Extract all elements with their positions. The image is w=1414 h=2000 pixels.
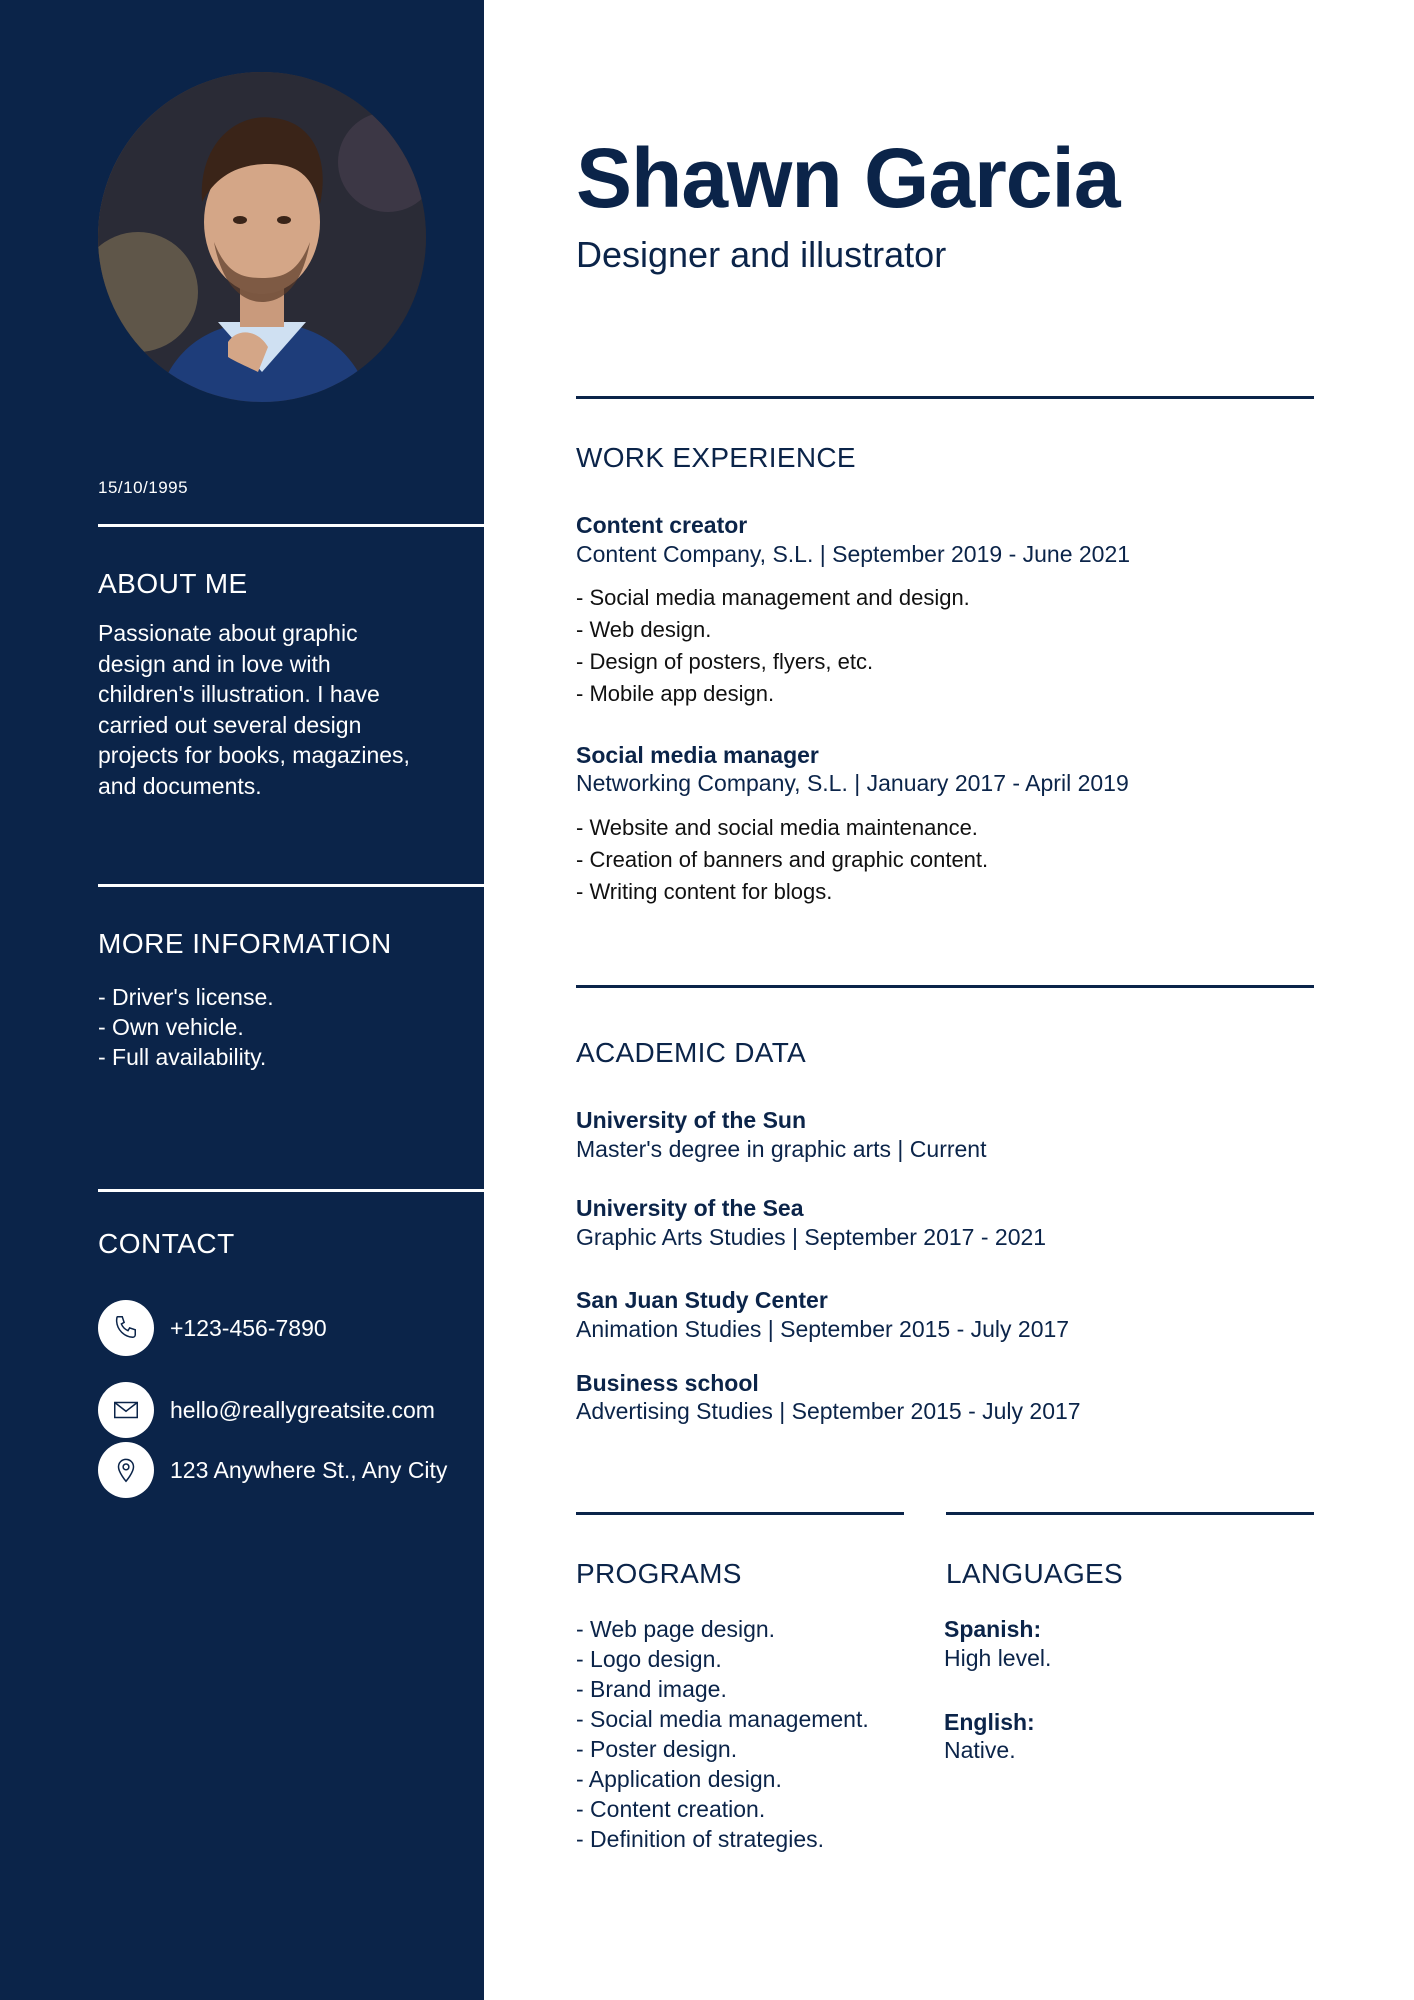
contact-address[interactable] <box>98 1442 447 1498</box>
programs-list <box>576 1614 869 1854</box>
phone-number: +123-456-7890 <box>170 1314 327 1341</box>
job-bullets <box>576 812 988 908</box>
more-info-list <box>98 982 274 1072</box>
list-item: - Creation of banners and graphic content. <box>576 847 989 872</box>
language-level: High level. <box>944 1645 1052 1671</box>
school-name: Business school <box>576 1370 759 1396</box>
contact-phone[interactable] <box>98 1300 327 1356</box>
phone-icon <box>98 1300 154 1356</box>
profile-photo <box>98 72 426 402</box>
map-pin-icon <box>98 1442 154 1498</box>
language-level: Native. <box>944 1737 1016 1763</box>
divider <box>946 1512 1314 1515</box>
degree-info: Graphic Arts Studies | September 2017 - 2021 <box>576 1224 1047 1250</box>
degree-info: Master's degree in graphic arts | Current <box>576 1136 987 1162</box>
list-item: - Own vehicle. <box>98 1014 244 1040</box>
language-name: Spanish: <box>944 1616 1042 1642</box>
list-item: - Content creation. <box>576 1796 766 1822</box>
job-title: Content creator <box>576 512 748 538</box>
contact-email[interactable] <box>98 1382 435 1438</box>
sidebar <box>0 0 484 2000</box>
list-item: - Social media management and design. <box>576 585 970 610</box>
divider <box>98 884 484 887</box>
job-title: Social media manager <box>576 742 819 768</box>
list-item: - Design of posters, flyers, etc. <box>576 649 874 674</box>
person-role: Designer and illustrator <box>576 234 947 275</box>
envelope-icon <box>98 1382 154 1438</box>
list-item: - Logo design. <box>576 1646 722 1672</box>
divider <box>98 524 484 527</box>
work-heading: WORK EXPERIENCE <box>576 442 856 473</box>
divider <box>576 985 1314 988</box>
about-heading: ABOUT ME <box>98 568 248 599</box>
contact-heading: CONTACT <box>98 1228 235 1259</box>
list-item: - Website and social media maintenance. <box>576 815 978 840</box>
list-item: - Poster design. <box>576 1736 738 1762</box>
list-item: - Writing content for blogs. <box>576 879 833 904</box>
email-address: hello@reallygreatsite.com <box>170 1396 435 1423</box>
divider <box>576 396 1314 399</box>
date-of-birth: 15/10/1995 <box>98 478 189 497</box>
job-bullets <box>576 582 970 710</box>
list-item: - Full availability. <box>98 1044 267 1070</box>
person-name: Shawn Garcia <box>576 131 1120 225</box>
academic-heading: ACADEMIC DATA <box>576 1037 806 1068</box>
divider <box>98 1189 484 1192</box>
school-name: San Juan Study Center <box>576 1287 828 1313</box>
school-name: University of the Sun <box>576 1107 807 1133</box>
list-item: - Web page design. <box>576 1616 776 1642</box>
degree-info: Animation Studies | September 2015 - July 2017 <box>576 1316 1070 1342</box>
school-name: University of the Sea <box>576 1195 804 1221</box>
languages-heading: LANGUAGES <box>946 1558 1123 1589</box>
street-address: 123 Anywhere St., Any City <box>170 1456 448 1483</box>
job-company-dates: Content Company, S.L. | September 2019 - June 2021 <box>576 541 1131 567</box>
programs-heading: PROGRAMS <box>576 1558 742 1589</box>
portrait-image <box>98 72 426 402</box>
degree-info: Advertising Studies | September 2015 - July 2017 <box>576 1398 1081 1424</box>
list-item: - Social media management. <box>576 1706 869 1732</box>
more-info-heading: MORE INFORMATION <box>98 928 392 959</box>
list-item: - Definition of strategies. <box>576 1826 825 1852</box>
list-item: - Brand image. <box>576 1676 727 1702</box>
divider <box>576 1512 904 1515</box>
about-text: Passionate about graphic design and in love with children's illustration. I have carried out several design projects for books, magazines, and documents. <box>98 620 410 799</box>
language-name: English: <box>944 1709 1035 1735</box>
list-item: - Driver's license. <box>98 984 274 1010</box>
list-item: - Mobile app design. <box>576 681 775 706</box>
job-company-dates: Networking Company, S.L. | January 2017 - April 2019 <box>576 770 1129 796</box>
list-item: - Application design. <box>576 1766 782 1792</box>
list-item: - Web design. <box>576 617 712 642</box>
